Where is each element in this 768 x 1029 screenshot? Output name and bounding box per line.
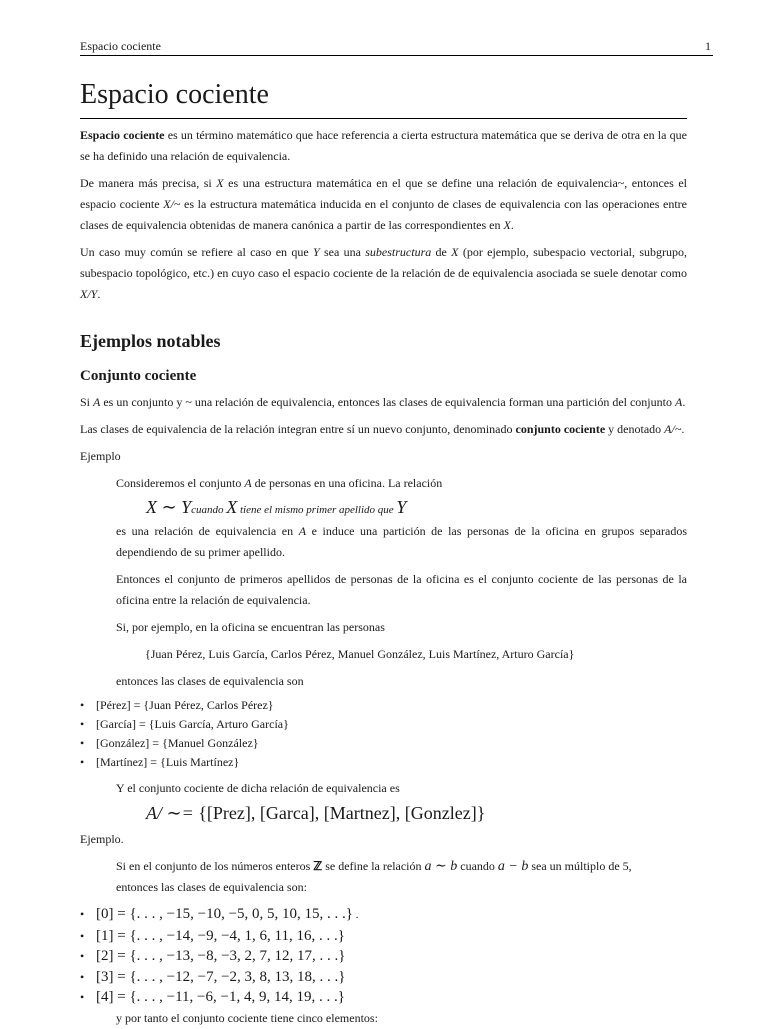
example1-paragraph-2: es una relación de equivalencia en A e induce una partición de las personas de la oficina en grupos separados dependiendo de su primer apellido. (116, 524, 688, 559)
running-header (80, 37, 713, 56)
equivalence-classes-list (80, 696, 687, 772)
list-item: • [3] = {. . . , −12, −7, −2, 3, 8, 13, 18, . . .} (80, 968, 346, 985)
example2-paragraph-2: y por tanto el conjunto cociente tiene cinco elementos: (116, 1010, 378, 1025)
page-content (80, 78, 687, 1029)
mod5-classes-list (80, 904, 687, 1008)
relation-formula: X ∼ Ycuando X tiene el mismo primer apellido que Y (146, 497, 407, 517)
list-item: • [1] = {. . . , −14, −9, −4, 1, 6, 11, 16, . . .} (80, 927, 345, 944)
intro-paragraph-2: De manera más precisa, si X es una estructura matemática en el que se define una relación de equivalencia~, entonces el espacio cociente X/~ es la estructura matemática inducida en el conjunto de clases de equivalencia con las operaciones entre clases de equivalencia obtenidas de manera canónica a partir de las correspondientes en X. (80, 176, 687, 232)
example1-paragraph-3: Entonces el conjunto de primeros apellidos de personas de la oficina es el conjunto cociente de las personas de la oficina entre la relación de equivalencia. (116, 572, 687, 607)
example1-paragraph-4: Si, por ejemplo, en la oficina se encuentran las personas (116, 620, 385, 634)
list-item: • [Pérez] = {Juan Pérez, Carlos Pérez} (80, 698, 274, 712)
cc-paragraph-2: Las clases de equivalencia de la relación integran entre sí un nuevo conjunto, denominado conjunto cociente y denotado A/~. (80, 422, 685, 436)
example1-paragraph-6: Y el conjunto cociente de dicha relación de equivalencia es (116, 781, 400, 795)
cc-paragraph-1: Si A es un conjunto y ~ una relación de equivalencia, entonces las clases de equivalencia forman una partición del conjunto A. (80, 395, 686, 409)
page-number: 1 (705, 39, 711, 53)
list-item: • [0] = {. . . , −15, −10, −5, 0, 5, 10, 15, . . .} . (80, 906, 359, 922)
example2-paragraph-1: Si en el conjunto de los números enteros ℤ se define la relación a ∼ b cuando a − b sea un múltiplo de 5, (116, 859, 632, 874)
ejemplo-label: Ejemplo (80, 449, 121, 463)
intro-paragraph-3: Un caso muy común se refiere al caso en que Y sea una subestructura de X (por ejemplo, subespacio vectorial, subgrupo, subespacio topológico, etc.) en cuyo caso el espacio cociente de la relación de de equivalencia asociada se suele denotar como X/Y. (80, 245, 687, 301)
list-item: • [2] = {. . . , −13, −8, −3, 2, 7, 12, 17, . . .} (80, 948, 346, 964)
example1-paragraph-5: entonces las clases de equivalencia son (116, 674, 304, 688)
intro-paragraph-1: Espacio cociente es un término matemático que hace referencia a cierta estructura matemática que se deriva de otra en la que se ha definido una relación de equivalencia. (80, 128, 687, 163)
list-item: • [Martínez] = {Luis Martínez} (80, 755, 240, 769)
section-heading: Ejemplos notables (80, 331, 221, 351)
list-item: • [González] = {Manuel González} (80, 736, 259, 750)
ejemplo-label-2: Ejemplo. (80, 832, 124, 846)
list-item: • [García] = {Luis García, Arturo García} (80, 717, 289, 731)
quotient-set-formula: A/ ∼= {[Prez], [Garca], [Martnez], [Gonzlez]} (146, 803, 486, 823)
term-bold: Espacio cociente (80, 128, 165, 142)
example1-paragraph-1: Consideremos el conjunto A de personas en una oficina. La relación (116, 476, 443, 490)
page-title: Espacio cociente (80, 78, 687, 119)
running-header-title: Espacio cociente (80, 39, 161, 53)
people-set: {Juan Pérez, Luis García, Carlos Pérez, Manuel González, Luis Martínez, Arturo García} (145, 647, 575, 661)
example2-paragraph-1b: entonces las clases de equivalencia son: (116, 880, 307, 894)
subsection-heading: Conjunto cociente (80, 368, 197, 384)
list-item: • [4] = {. . . , −11, −6, −1, 4, 9, 14, 19, . . .} (80, 989, 345, 1005)
